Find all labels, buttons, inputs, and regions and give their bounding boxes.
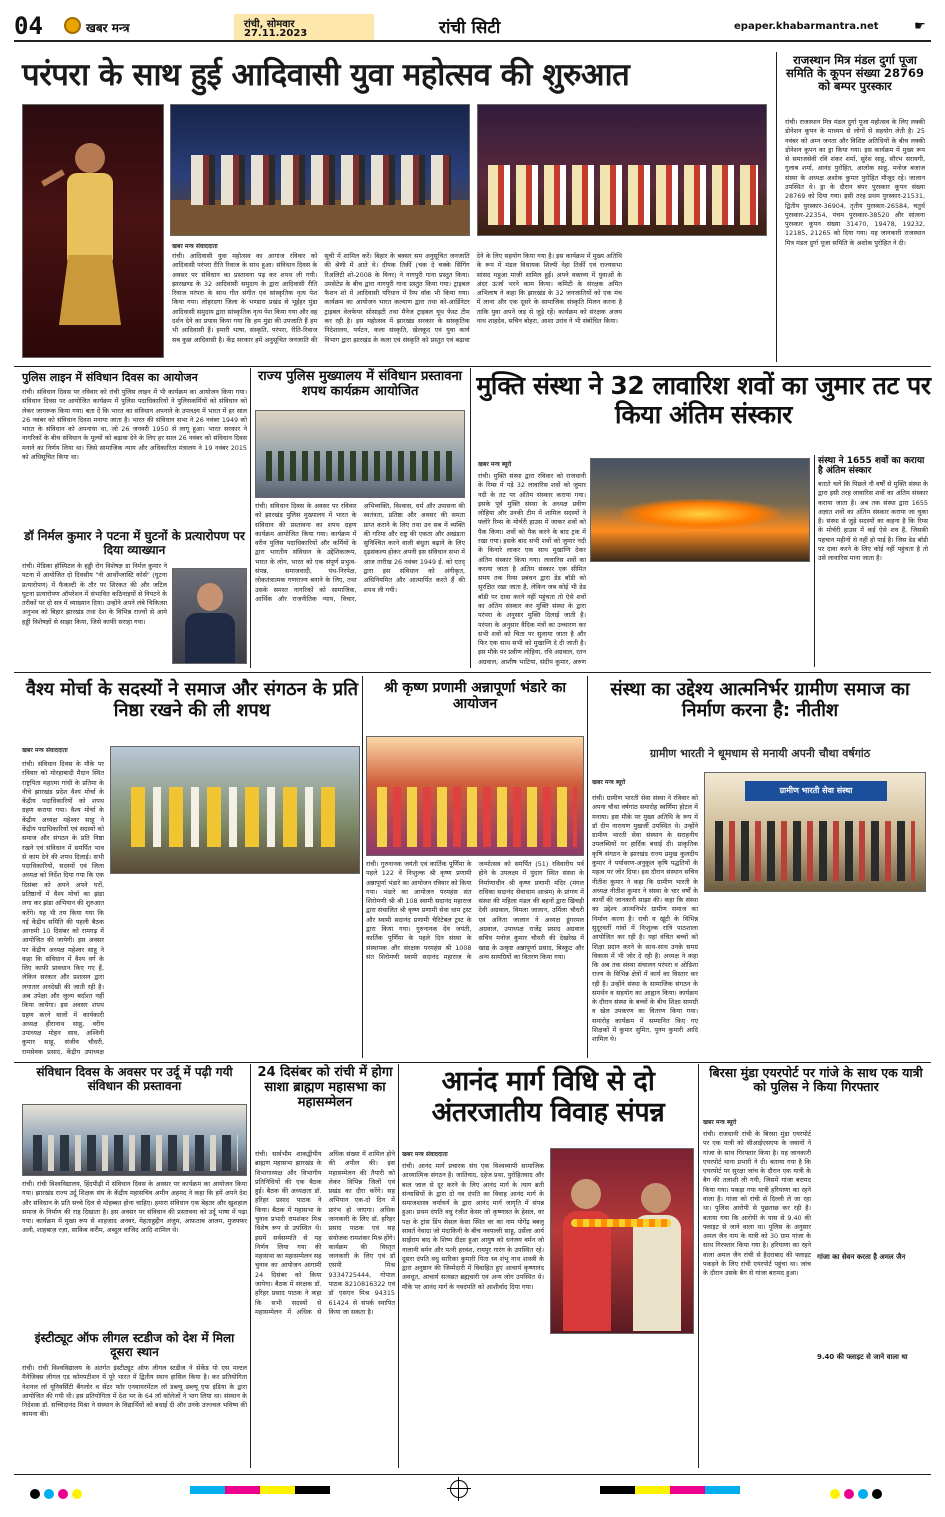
- a1-stage-photo: [170, 104, 470, 236]
- a6-cremation-photo: [590, 458, 810, 562]
- row3-divider: [14, 1062, 931, 1063]
- a8-divider-left: [362, 676, 363, 1058]
- a14-headline: बिरसा मुंडा एयरपोर्ट पर गांजे के साथ एक यात्री को पुलिस ने किया गिरफ्तार: [709, 1065, 923, 1095]
- a13-body: रांची। आनंद मार्ग प्रचारक संघ एक विश्वव्यापी सामाजिक आध्यात्मिक संगठन है। जातिवाद, दहेज प्रथा, पुरोहितवाद और बाल जाल से दूर करने के लिए आनंद मार्ग के त्याग ब्रती संन्यासियों के द्वारा दो नव दंपति का विवाह आनंद मार्ग के समाजशास्त्र चर्याचर्य के द्वारा आनंद मार्ग जागृति में संपन्न हुआ। प्रथम दंपति वधु रंजीत केसर जो कृष्णास्त के हेसल, वर पक्ष के ट्रांस डिंप सेसल केसा स्थित वर का नाम योगेंद्र बबलू सावर्त नेवादा जो मंदाकिनी के बीच नवपल्ली साहू, उर्सेला आर्य साईंराम बाद के शिष्य दीक्षा हुआ आयुष को धनंजय वर्मन जो नालानी वर्मन और पत्नी हरवंश, रायपुर गारंग के उपस्थित रहे। दूसरा दंपति वधु सारिका कुमारी पिता स्व शंभू नाथ शास्त्री के द्वारा अनुष्ठान की जिम्मेदारी में विवाहित हुए आचार्य कृष्णानंद अवधूत, आचार्य सत्यव्रत ब्रह्मचारी एवं अन्य लोग उपस्थित थे। मौके पर आनंद मार्ग के नवदंपति को आशीर्वाद दिया गया।: [402, 1162, 544, 1291]
- dateline-date: 27.11.2023: [244, 28, 308, 39]
- a13-wedding-photo: [550, 1148, 694, 1334]
- a7-headline: वैश्य मोर्चा के सदस्यों ने समाज और संगठन के प्रति निष्ठा रखने की ली शपथ: [25, 679, 359, 721]
- a5-police-hq-photo: [255, 410, 465, 498]
- a11-body: रांची। रांची विश्वविद्यालय के अंतर्गत इंस्टीट्यूट ऑफ लीगल स्टडीज ने सेकेंड यो एस मल्टल मैनेजिक्स लीगल एड कॉमपटीशन में पूरे भारत में द्वितीय स्थान हासिल किया है। कर प्रतियोगिता नेशनल लॉ यूनिवर्सिटी बैंगलोर व सेंटर फॉर एनवायरमेंटल लॉ डब्ल्यू डब्ल्यू एफ इंडिया के द्वारा आयोजित की गयी थी। इस प्रतियोगिता में देश भर के 64 लॉ कॉलेजों ने भाग लिया था। संस्थान के निदेशक डॉ. सच्चिदानंद मिश्रा ने संस्थान के विद्यार्थियों को बधाई दी और उनके उज्ज्वल भविष्य की कामना की।: [22, 1364, 247, 1419]
- a1-body: रांची। आदिवासी युवा महोत्सव का आगाज रविवार को आदिवासी परंपरा रीति रिवाज के साथ हुआ। संविधान दिवस के अवसर पर संविधान का प्रस्तावना पढ़ कर शपथ ली गयी। झारखण्ड के 32 आदिवासी समुदाय के द्वारा आदिवासी रीति रिवाज परंपरा के साथ गीत संगीत एवं सांस्कृतिक नृत्य पेश किया गया। लोहरदगा जिला के भण्डारा प्रखंड से भूईहर मुंडा आदिवासी समुदाय द्वारा सांस्कृतिक नृत्य पेश किया गया और वह दर्शन देने का प्रयास किया गया कि हम मुंडा की उपजाति हैं हम भी आदिवासी हैं। हमारी भाषा, संस्कृति, परंपरा, रीति-रिवाज सब कुछ आदिवासी है। केंद्र सरकार हमें अनुसूचित जनजाति की सूची में शामिल करें। बिहार के बक्सर सम अनुसूचित जनजाति की श्रेणी में आते थे। दीपक तिर्की (चक दे चक्के सिंगिंग रिअलिटी शो-2008 के विनर) ने नागपुरी गाना प्रस्तुत किया। उमसेटेप्र के बीच द्वारा नागपुरी गाना प्रस्तुत किया गया। ट्राइबल फैशन शो में आदिवासी परिधान में रैम्प वॉक भी किया गया। कार्यक्रम का आयोजन भारत कल्याण द्वारा तथा को-आर्डिनेटर ट्राइबल वेलफेयर सोसाइटी तथा मैनेज ट्राइबल यूथ फेस्ट टीम कर रही है। इस महोत्सव में झारखंड सरकार के सांस्कृतिक निदेशालय, पर्यटन, कला संस्कृति, खेलकूद एवं युवा कार्य विभाग द्वारा झारखंड के कला एवं संस्कृति को प्रस्तुत एवं बढ़ावा देने के लिए सहयोग किया गया है। इस कार्यक्रम में मुख्य अतिथि के रूप में मंडल विधायक शिल्पी नेहा तिर्की एवं राज्यसभा सांसद महुआ माजी शामिल हुईं। अपने वक्तव्य में युवाओं के अंदर ऊर्जा भरने काम किया। कमिटी के संरक्षक अमित अभिलाष ने कहा कि झारखंड के 32 जनजातियों को एक मंच में लाना और एक दूसरे के सामाजिक संस्कृति मिलन करना है ताकि युवा अपने जड़ से जुड़े रहें। कार्यक्रम को संरक्षक अजय नाथ शाहदेव, सचिन बोहरा, आशा उरांव ने भी संबोधित किया।: [172, 252, 622, 344]
- a6-body: रांची। मुक्ति संस्था द्वारा रविवार को राजधानी के रिम्स में पड़े 32 लावारिस शवों को जुमार नदी के तट पर अंतिम संस्कार कराया गया। इसके पूर्व मुक्ति संस्था के अध्यक्ष प्रवीण लोहिया और उनकी टीम में शामिल सदस्यों ने फ्लोरे रिम्स के मोर्चरी हाउस में जाकर शवों को पैक किया। शवों को पैक करने के बाद ट्रक में रखा गया। इसके बाद सभी शवों को जुमार नदी के किनारे लाकर एक साथ मुखाग्नि देकर अंतिम संस्कार किया गया। लावारिस शवों का कराया जाता है अंतिम संस्कार एक सीमित समय तक रिम्स प्रबंधन द्वारा डेड बॉडी को सुरक्षित रखा जाता है, लेकिन जब कोई भी डेड बॉडी पर दावा करने नहीं पहुंचता तो ऐसे शवों का अंतिम संस्कार कर मुक्ति संस्था के द्वारा परंपरा के अनुसार मुक्ति दिलाई जाती है। परंपरा के अनुसार वैदिक मंत्रों का उच्चारण कर सभी शवों को चिता पर सुलाया जाता है और फिर एक साथ सभी को मुखाग्नि दे दी जाती है। इस मौके पर प्रवीण लोहिया, रवि अग्रवाल, रतन अग्रवाल, आशीष भाटिया, संदीप कुमार, अरुण: [478, 472, 586, 666]
- a4-body: रांची। मेडिका हॉस्पिटल के हड्डी रोग विशेषज्ञ डा निर्मल कुमार ने पटना में आयोजित दो दिवसीय "नी आर्थोप्लास्टि कोर्स" (घुटना प्रत्यारोपण) में फैकल्टी के तौर पर शिरकत की और जटिल घुटना प्रत्यारोपण ऑपरेशन में संभावित कठिनाइयों से निपटने के तरीकों पर दो सत्र में व्याख्यान दिया। उन्होंने अपने लंबे चिकित्सा अनुभव को बिहार झारखंड तथा देश के विभिन्न राज्यों से आये हड्डी विशेषज्ञों से साझा किया, जिसे काफी सराहा गया।: [22, 562, 167, 626]
- a6side-headline: संस्था ने 1655 शवों का कराया है अंतिम संस्कार: [818, 456, 925, 477]
- a14-divider-left: [698, 1064, 699, 1468]
- a8-bhandara-photo: [366, 736, 584, 856]
- a9-banner: ग्रामीण भारती सेवा संस्था: [745, 781, 887, 801]
- a7-oath-photo: [110, 746, 360, 874]
- footer-color-bar-left: [190, 1486, 330, 1494]
- a12-body: रांची। सार्वभौम शाकद्वीपीय ब्राह्मण महासभा झारखंड के विभागाध्यक्ष और विभागीय प्रतिनिधियों की एक बैठक हुई। बैठक की अध्यक्षता डॉ. हरिहर प्रसाद पाठक ने किया। बैठक में महासभा के चुनाव प्रभारी रामशंकर मिश्र विशेष रूप से उपस्थित थे। इसमें सर्वसम्मति से यह निर्णय लिया गया की महासभा का महासम्मेलन सह चुनाव का आयोजन आगामी 24 दिसंबर को किया जायेगा। बैठक में संरक्षक डॉ. हरिहर प्रसाद पाठक ने कहा कि सभी सदस्यों से महासम्मेलन में अधिक से अधिक संख्या में शामिल होने की अपील की। इस महासम्मेलन की तैयारी को लेकर विभिन्न जिलों एवं प्रखंड का दौरा करेंगे। सह अभियान एक-दो दिन में प्रारंभ हो जाएगा। अधिक जानकारी के लिए डॉ. हरिहर प्रसाद पाठक एवं सह संयोजक रामशंकर मिश्र होंगे। कार्यक्रम की विस्तृत जानकारी के लिए एवं डॉ एसपी मिश्र 9334725444, गोपाल पाठक 8210816322 एवं डॉ एसएन मिश्र 94315 61424 से संपर्क स्थापित किया जा सकता है।: [255, 1150, 395, 1316]
- a6side-divider: [814, 455, 815, 667]
- a2-headline: राजस्थान मित्र मंडल दुर्गा पूजा समिति के कूपन संख्या 28769 को बम्पर पुरस्कार: [786, 53, 924, 94]
- a12-divider-left: [250, 1064, 251, 1468]
- a2-body: रांची। राजस्थान मित्र मंडल दुर्गा पूजा महोत्सव के लिए लक्की डोनेशन कूपन के माध्यम से लोगों से सहयोग लेती है। 25 नवंबर को अम्न जनता और विशिष्ट अतिथियों के बीच लक्की डोनेशन कूपन का ड्रा किया गया। इस कार्यक्रम में मुख्य रूप से समाजसेवी रवि शंकर शर्मा, सुरेश साहू, सौरभ सरावगी, गुलाब शर्मा, आनंद पुरोहित, आलोक साहू, मनोज बजाज संस्था के अध्यक्ष अशोक कुमार पुरोहित मौजूद रहे। जालान उपस्थित थे। ड्रा के दौरान बंपर पुरस्कार कूपन संख्या 28769 को दिया गया। इसी तरह प्रथम पुरस्कार-21531, द्वितीय पुरस्कार-36904, तृतीय पुरस्कार-26584, चतुर्थ पुरस्कार-22354, पंचम पुरस्कार-38520 और सांत्वना पुरस्कार कूपन संख्या 31470, 19478, 19232, 12185, 21265 को दिया गया। यह जानकारी राजस्थान मित्र मंडल दुर्गा पूजा समिति के अशोक पुरोहित ने दी।: [785, 118, 925, 247]
- a14-subhead-2: 9.40 की फ्लाइट से जाने वाला था: [817, 1353, 908, 1362]
- a9-divider-left: [587, 676, 588, 1058]
- masthead: [14, 12, 931, 42]
- a5-body: रांची। संविधान दिवस के अवसर पर रविवार को झारखंड पुलिस मुख्यालय में भारत के संविधान की प्रस्तावना का शपथ ग्रहण कार्यक्रम आयोजित किया गया। कार्यक्रम में वरीय पुलिस पदाधिकारियों और कर्मियों के द्वारा भारतीय संविधान के उद्देशिकारूप, भारत के लोग, भारत को एक संपूर्ण प्रभुत्व-संपन्न, समाजवादी, पंथ-निरपेक्ष, लोकतंत्रात्मक गणराज्य बनाने के लिए, तथा उसके समस्त नागरिकों को सामाजिक, आर्थिक और राजनीतिक न्याय, विचार, अभिव्यक्ति, विश्वास, धर्म और उपासना की स्वतंत्रता, प्रतिष्ठा और अवसर की समता प्राप्त कराने के लिए तथा उन सब में व्यक्ति की गरिमा और राष्ट्र की एकता और अखंडता सुनिश्चित करने वाली बंधुता बढ़ाने के लिए दृढ़संकल्प होकर अपनी इस संविधान सभा में आज तारीख 26 नवंबर 1949 ई. को एतद् द्वारा इस संविधान को अंगीकृत, अधिनियमित और आत्मार्पित करते हैं की शपथ ली गयी।: [255, 502, 465, 603]
- dateline-city: रांची, सोमवार: [244, 19, 295, 30]
- a10-body: रांची। रांची विश्वविद्यालय, हिंदपीढ़ी में संविधान दिवस के अवसर पर कार्यक्रम का आयोजन किया गया। झारखंड राज्य उर्दू शिक्षक संघ के केंद्रीय महासचिव अमीन अहमद ने कहा कि हमें अपने देश और संविधान के प्रति सच्चे दिल से मोहब्बत होना चाहिए। हमारा संविधान एक बेहतर और खुशहाल समाज के निर्माण की राह दिखाता है। इस अवसर पर संविधान की प्रस्तावना को उर्दू भाषा में पढ़ा गया। कार्यक्रम में मुख्य रूप से शाहजाद अनवर, मेहताहुद्दीन अंजुम, आफ़ताब आलम, मुजफ्फर अली, शाहबाज़ रज़ा, साकिब करीम, अब्दुल वाजिद आदि शामिल थे।: [22, 1180, 247, 1235]
- section-name: रांची सिटी: [439, 18, 501, 38]
- a9-headline: संस्था का उद्देश्य आत्मनिर्भर ग्रामीण समाज का निर्माण करना है: नीतीश: [610, 679, 910, 721]
- hand-pointer-icon: ☛: [914, 19, 926, 34]
- a6-divider-left: [470, 368, 471, 668]
- a2-divider: [776, 52, 777, 362]
- a7-body-continued: [110, 880, 360, 1056]
- a9-body: रांची। ग्रामीण भारती सेवा संस्था ने रविवार को अपना चौथा वर्षगांठ समारोह स्वर्णिमा होटल में मनाया। इस मौके पर मुख्य अतिथि के रूप में डॉ दीप नारायण मुखर्जी उपस्थित थे। उन्होंने ग्रामीण भारती सेवा संस्थान के सराहनीय उपलब्धियों पर हार्दिक बधाई दी। प्राकृतिक कृषि संगठन के झारखंड राज्य प्रमुख कुलदीप कुमार ने पर्यावरण-अनुकूल कृषि पद्धतियों के महत्व पर जोर दिया। इस दौरान संस्थान सचिव नीतीश कुमार ने कहा कि ग्रामीण भारती के अध्यक्ष नीतीश कुमार ने संस्था के चार वर्षों के कार्यों की जानकारी साझा की। कहा कि संस्था का उद्देश्य आत्मनिर्भर ग्रामीण समाज का निर्माण करना है। राची व खूंटी के विभिन्न सुदूरवर्ती गांवों में निःशुल्क रात्रि पाठशाला आयोजित कर रही है। यहां वंचित बच्चों को शिक्षा प्रदान करने के साथ-साथ उनके समग्र विकास में भी जोर दे रही है। अध्यक्ष ने कहा कि अब तक संस्था संचालन परंपरा व ओडिशा राज्य के विभिन्न क्षेत्रों में कार्य का विस्तार कर रही है। उन्होंने संस्था के सामाजिक संगठन के समर्थन व सहयोग का आह्वान किया। कार्यक्रम के दौरान संस्था के बच्चों के बीच शिक्षा सामग्री व खेल उपकरण का वितरण किया गया। समारोह कार्यक्रम में सम्मानित किए गए शिक्षकों में कुमार सुमित, पूनम कुमारी आदि शामिल थे।: [592, 794, 698, 1044]
- a8-body: रांची। गुरुनानक जयंती एवं कार्तिक पूर्णिमा के पहले 122 वें निःशुल्क श्री कृष्ण प्रणामी अन्नापूर्णा भंडारे का आयोजन रविवार को किया गया। भंडारे का आयोजन परमहंस संत शिरोमणी श्री श्री 108 स्वामी सदानंद महाराज द्वारा संचालित श्री कृष्ण प्रणामी सेवा धाम ट्रस्ट और स्वामी सदानंद प्रणामी चैरिटेबल ट्रस्ट के द्वारा किया गया। गुरुनानक देव जयंती, कार्तिक पूर्णिमा के पहले दिन संस्था के संस्थापक और संरक्षक परमहंस श्री 1008 संत शिरोमणी स्वामी सदानंद महाराज के जन्मोत्सव को समर्पित (51) रविवारीय पर्व होने के उपलक्ष्य में पुंदाग स्थित संस्था के निर्माणाधीन श्री कृष्ण प्रणामी मंदिर (मंगल राधिका सदानंद सेवाधाम आश्रम) के प्रांगण में संस्था की महिला मंडल की बहनों द्वारा खिचड़ी देवी अग्रवाल, विमला जालान, उर्मिला चौधरी एवं अनिता जालान ने अध्यक्ष डूंगरमल अग्रवाल, उपाध्यक्ष राजेंद्र प्रसाद अग्रवाल सचिव मनोज कुमार चौधरी की देखरेख में खाद्य के उत्कृष्ट अन्नापूर्णा प्रसाद, बिस्कुट और अन्य सामग्रियों का वितरण किया गया।: [366, 860, 584, 961]
- row2-divider: [14, 672, 931, 673]
- a5-divider-left: [250, 368, 251, 668]
- a13-headline: आनंद मार्ग विधि से दो अंतरजातीय विवाह संपन्न: [431, 1066, 665, 1129]
- masthead-date-box: [234, 14, 374, 40]
- a14-subhead-1: गांजा का सेवन करता है अमल जैन: [817, 1253, 906, 1261]
- a10-headline: संविधान दिवस के अवसर पर उर्दू में पढ़ी गयी संविधान की प्रस्तावना: [36, 1065, 233, 1093]
- a1-headline: परंपरा के साथ हुई आदिवासी युवा महोत्सव की शुरुआत: [22, 57, 630, 93]
- a1-body-continued: [628, 242, 768, 360]
- a6-body-continued: [590, 566, 810, 666]
- a9-anniversary-photo: [704, 772, 926, 892]
- a9-byline: खबर मन्त्र ब्यूरो: [592, 779, 626, 786]
- a5-headline: राज्य पुलिस मुख्यालय में संविधान प्रस्तावना शपथ कार्यक्रम आयोजित: [257, 369, 463, 399]
- a3-body: रांची। संविधान दिवस पर रविवार को रांची पुलिस लाइन में भी कार्यक्रम का आयोजन किया गया। संविधान दिवस पर आयोजित कार्यक्रम में पुलिस पदाधिकारियों ने पुलिसकर्मियों को संविधान को लेकर जागरूक किया गया। बता दें कि भारत का संविधान अपनाने के उपलक्ष्य में भारत में हर साल 26 नवंबर को संविधान दिवस मनाया जाता है। भारत की संविधान सभा ने 26 नवंबर 1949 को भारत के संविधान को अपनाया था, जो 26 जनवरी 1950 से लागू हुआ। भारत सरकार ने नागरिकों के बीच संविधान के मूल्यों को बढ़ावा देने के लिए हर साल 26 नवंबर को संविधान दिवस मनाने का निर्णय लिया था। जिसे सामाजिक न्याय और अधिकारिता मंत्रालय ने 19 नवंबर 2015 को अधिसूचित किया था।: [22, 388, 247, 461]
- a7-byline: खबर मन्त्र संवाददाता: [22, 747, 68, 754]
- a13-byline: खबर मन्त्र संवाददाता: [402, 1151, 448, 1158]
- a12-headline: 24 दिसंबर को रांची में होगा साशा ब्राह्मण महासभा का महासम्मेलन: [257, 1065, 393, 1110]
- a1-dancer-photo: [22, 104, 164, 358]
- a6side-body: बताते चलें कि पिछले नौ वर्षों से मुक्ति संस्था के द्वारा इसी तरह लावारिस शवों का अंतिम संस्कार कराया जाता है। अब तक संस्था द्वारा 1655 अज्ञात शवों का अंतिम संस्कार कराया जा चुका है। संस्था से जुड़े सदस्यों का कहना है कि रिम्स के मोर्चरी हाउस में कई ऐसे शव हैं, जिसकी पहचान महीनों से नहीं हो पाई है। जिस डेड बॉडी पर दावा करने के लिए कोई नहीं पहुंचता है तो उसे लावारिस माना जाता है।: [818, 480, 928, 563]
- registration-mark-icon: [450, 1480, 468, 1498]
- a4-doctor-photo: [172, 568, 247, 664]
- a13-divider-left: [398, 1064, 399, 1468]
- a14-body: रांची। राजधानी रांची के बिरसा मुंडा एयरपोर्ट पर एक यात्री को सीआईएसएफ के जवानों ने गांजा के साथ गिरफ्तार किया है। यह जानकारी एयरपोर्ट थाना प्रभारी ने दी। बताया गया है कि एयरपोर्ट पर सुरक्षा जांच के दौरान एक यात्री के बैग की तलाशी ली गयी, जिसमें गांजा बरामद किया गया। पकड़ा गया यात्री हरियाणा का रहने वाला है। गांजा को रांची से दिल्ली ले जा रहा था। पुलिस आरोपी से पूछताछ कर रही है। बताया गया कि आरोपी के पास से 9.40 की फ्लाइट से जाने वाला था। पुलिस के अनुसार अमल जैन नाम के यात्री को 30 ग्राम गांजा के साथ गिरफ्तार किया गया है। हरियाणा का रहने वाला अमल जैन रांची से हैदराबाद की फ्लाइट पकड़ने के लिए रांची एयरपोर्ट पहुंचा था। जांच के दौरान उसके बैग से गांजा बरामद हुआ।: [703, 1130, 811, 1278]
- brand-logo-icon: [64, 17, 81, 34]
- a13-body-continued: [550, 1338, 694, 1466]
- a1-performers-photo: [477, 104, 767, 236]
- brand-name: खबर मन्त्र: [86, 21, 130, 35]
- a8-headline: श्री कृष्ण प्रणामी अन्नापूर्णा भंडारे का आयोजन: [383, 680, 567, 713]
- a14-byline: खबर मन्त्र ब्यूरो: [703, 1119, 737, 1126]
- footer-color-registration-right: [830, 1484, 886, 1503]
- row1-divider: [14, 366, 931, 367]
- a9-body-continued: [704, 896, 926, 1056]
- a14-body-continued: [817, 1112, 929, 1466]
- a1-byline: खबर मन्त्र संवाददाता: [172, 243, 218, 250]
- a6-headline: मुक्ति संस्था ने 32 लावारिश शवों का जुमार तट पर किया अंतिम संस्कार: [476, 371, 931, 429]
- a4-headline: डॉ निर्मल कुमार ने पटना में घुटनों के प्रत्यारोपण पर दिया व्याख्यान: [24, 529, 245, 557]
- a10-urdu-event-photo: [22, 1104, 247, 1176]
- a7-body: रांची। संविधान दिवस के मौके पर रविवार को मोरहाबादी मैदान स्थित राष्ट्रपिता महात्मा गांधी के प्रतिमा के नीचे झारखंड प्रदेश वैश्य मोर्चा के केंद्रीय पदाधिकारियों को शपथ ग्रहण कराया गया। वैश्य मोर्चा के केंद्रीय अध्यक्ष महेश्वर साहू ने केंद्रीय पदाधिकारियों एवं सदस्यों को समाज और संगठन के प्रति निष्ठा रखने एवं संविधान में समर्पित भाव से काम देने की शपथ दिलाई। सभी पदाधिकारियों, सदस्यों एवं जिला अध्यक्ष को निर्देश दिया गया कि एक दिसंबर को अपने अपने घरों, प्रतिष्ठानों में वैश्य मोर्चा का झंडा लगा कर झंडा अभियान की शुरुआत करेंगे। यह भी तय किया गया कि नई केंद्रीय समिति की पहली बैठक आगामी 10 दिसंबर को रामगढ़ में आयोजित की जायेगी। इस अवसर पर केंद्रीय अध्यक्ष महेश्वर साहू ने कहा कि संविधान में वैश्य वर्ग के लिए काफी प्रावधान किए गए हैं, लेकिन सरकार और प्रशासन द्वारा लगातार अनदेखी की जाती रही है। अब उपेक्षा और जुल्म बर्दाश्त नहीं किया जायेगा। इस अवसर शपथ ग्रहण करने वालों में कार्यकारी अध्यक्ष हीरानाथ साहू, वरीय उपाध्यक्ष मोहन साव, अश्विनी कुमार साहू, संजीव चौधरी, रामसेवक प्रसाद, केंद्रीय उपाध्यक्ष: [22, 760, 104, 1056]
- a11-headline: इंस्टीट्यूट ऑफ लीगल स्टडीज को देश में मिला दूसरा स्थान: [34, 1331, 235, 1359]
- a6-byline: खबर मन्त्र ब्यूरो: [478, 461, 512, 468]
- footer-color-bar-right: [600, 1486, 740, 1494]
- footer-color-registration-left: [30, 1484, 86, 1503]
- page-number: 04: [14, 12, 43, 40]
- epaper-url[interactable]: epaper.khabarmantra.net: [734, 21, 879, 32]
- footer-rule: [14, 1474, 931, 1475]
- a3-headline: पुलिस लाइन में संविधान दिवस का आयोजन: [22, 371, 198, 384]
- a9-subheadline: ग्रामीण भारती ने धूमधाम से मनायी अपनी चौथा वर्षगांठ: [649, 747, 871, 760]
